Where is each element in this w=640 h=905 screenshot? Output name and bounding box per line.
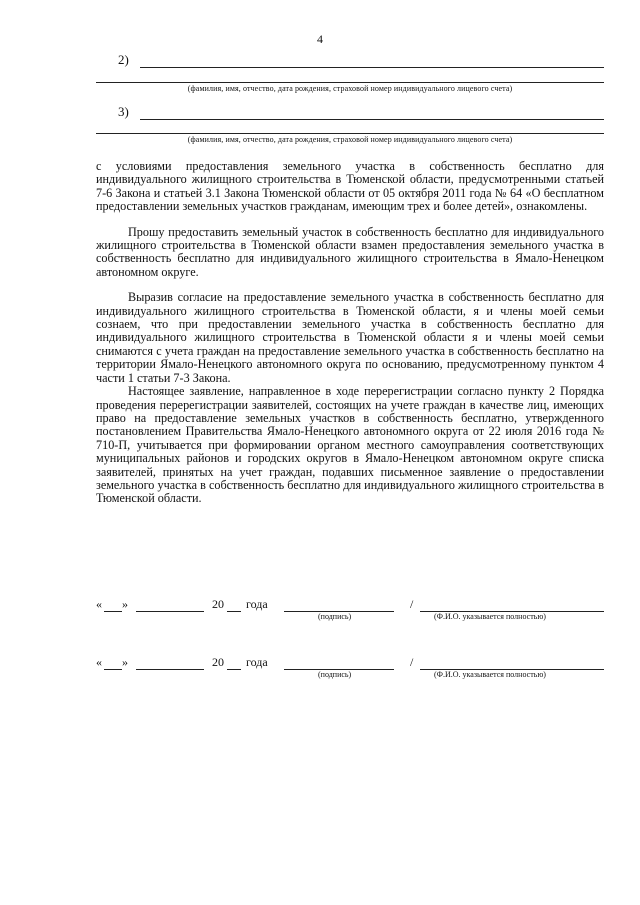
- slash: /: [410, 597, 414, 611]
- member-2-row: [118, 52, 604, 68]
- full-name-caption-2: (Ф.И.О. указывается полностью): [434, 670, 546, 679]
- date-open-quote: «: [96, 597, 102, 611]
- month-line: [136, 599, 204, 612]
- year-prefix: 20: [212, 597, 224, 611]
- signature-row-1: [96, 596, 604, 612]
- signature-row-2: [96, 654, 604, 670]
- page-number: 4: [317, 32, 323, 46]
- member-3-second-line: [96, 133, 604, 134]
- day-line: [104, 657, 122, 670]
- year-suffix: года: [246, 655, 268, 669]
- statement-body: [96, 160, 604, 518]
- year-line: [227, 599, 241, 612]
- signature-caption-1: (подпись): [318, 612, 352, 621]
- full-name-line: [420, 657, 604, 670]
- full-name-line: [420, 599, 604, 612]
- date-close-quote: »: [122, 655, 128, 669]
- paragraph-consent: Выразив согласие на предоставление земельного участка в собственность бесплатно для индивидуального жилищного строительства в Тюменской области, я и члены моей семьи сознаем, что при предоставлении земельного участка в собственность бесплатно для индивидуального жилищного строительства в Тюменской области я и члены моей семьи снимаются с учета граждан на предоставление земельного участка в собственность бесплатно на территории Ямало-Ненецкого автономного округа по основанию, предусмотренному пунктом 4 части 1 статьи 7-3 Закона.: [96, 290, 604, 385]
- signature-line: [284, 657, 394, 670]
- paragraph-request: Прошу предоставить земельный участок в собственность бесплатно для индивидуального жилищного строительства в Тюменской области взамен предоставления земельного участка в собственность бесплатно для индивидуального жилищного строительства в Ямало-Ненецком автономном округе.: [96, 224, 604, 279]
- member-2-line: [140, 54, 604, 68]
- signature-caption-2: (подпись): [318, 670, 352, 679]
- member-3-row: [118, 104, 604, 120]
- year-line: [227, 657, 241, 670]
- member-2-number: 2): [118, 52, 129, 67]
- member-3-caption: (фамилия, имя, отчество, дата рождения, страховой номер индивидуального лицевого счета): [187, 135, 513, 144]
- member-2-second-line: [96, 82, 604, 83]
- paragraph-reregistration: Настоящее заявление, направленное в ходе перерегистрации согласно пункту 2 Порядка проведения перерегистрации заявителей, состоящих на учете граждан в качестве лиц, имеющих право на предоставление земельных участков в собственность бесплатно, утвержденного постановлением Правительства Ямало-Ненецкого автономного округа от 22 июля 2016 года № 710-П, учитывается при формировании органом местного самоуправления соответствующих муниципальных районов и городских округов в Ямало-Ненецком автономном округе списка заявителей, принятых на учет граждан, подавших письменное заявление о предоставлении земельного участка в собственность бесплатно для индивидуального жилищного строительства в Тюменской области.: [96, 384, 604, 506]
- day-line: [104, 599, 122, 612]
- member-3-line: [140, 106, 604, 120]
- slash: /: [410, 655, 414, 669]
- member-3-number: 3): [118, 104, 129, 119]
- year-suffix: года: [246, 597, 268, 611]
- member-2-caption: (фамилия, имя, отчество, дата рождения, страховой номер индивидуального лицевого счета): [187, 84, 513, 93]
- paragraph-familiarization: с условиями предоставления земельного участка в собственность бесплатно для индивидуального жилищного строительства в Тюменской области, предусмотренными статьей 7-6 Закона и статьей 3.1 Закона Тюменской области от 05 октября 2011 года № 64 «О бесплатном предоставлении земельных участков гражданам, имеющим трех и более детей», ознакомлены.: [96, 159, 604, 214]
- date-close-quote: »: [122, 597, 128, 611]
- full-name-caption-1: (Ф.И.О. указывается полностью): [434, 612, 546, 621]
- month-line: [136, 657, 204, 670]
- date-open-quote: «: [96, 655, 102, 669]
- year-prefix: 20: [212, 655, 224, 669]
- signature-line: [284, 599, 394, 612]
